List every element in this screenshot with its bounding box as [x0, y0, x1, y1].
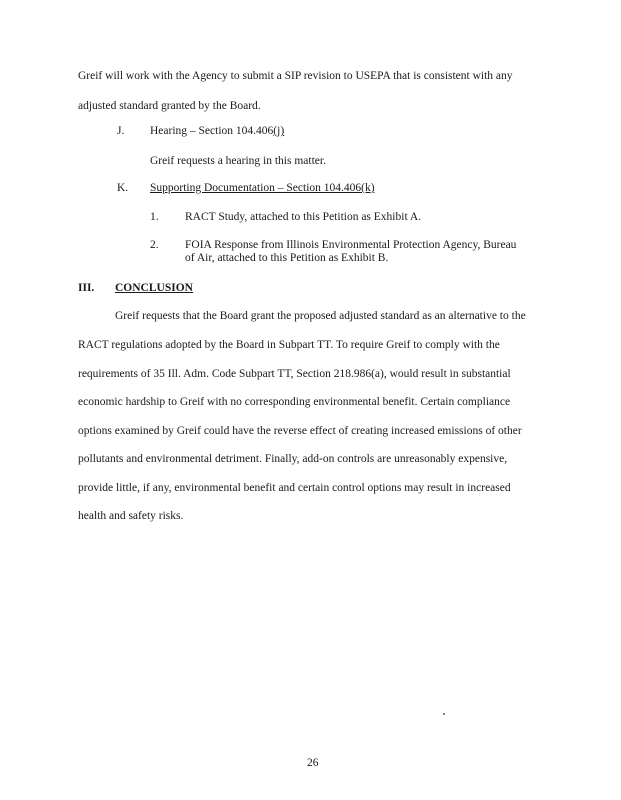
- conclusion-line: pollutants and environmental detriment. Finally, add-on controls are unreasonably expensive,: [78, 453, 508, 465]
- list-item-text: FOIA Response from Illinois Environmental Protection Agency, Bureau: [185, 239, 517, 251]
- section-j-heading-prefix: Hearing – Section 104.406: [150, 125, 274, 137]
- paragraph-line: adjusted standard granted by the Board.: [78, 100, 261, 112]
- section-k-heading: Supporting Documentation – Section 104.406(k): [150, 182, 375, 194]
- section-j-heading: [150, 124, 284, 138]
- section-j-heading-suffix: (j): [273, 125, 285, 137]
- page-number: 26: [307, 757, 319, 769]
- list-item-text: of Air, attached to this Petition as Exhibit B.: [185, 252, 389, 264]
- conclusion-line: economic hardship to Greif with no corresponding environmental benefit. Certain compliance: [78, 396, 511, 408]
- conclusion-line: RACT regulations adopted by the Board in Subpart TT. To require Greif to comply with the: [78, 339, 500, 351]
- section-j-text: Greif requests a hearing in this matter.: [150, 155, 326, 167]
- conclusion-line: Greif requests that the Board grant the proposed adjusted standard as an alternative to the: [115, 310, 526, 322]
- conclusion-label: III.: [78, 282, 95, 294]
- paragraph-line: Greif will work with the Agency to submit a SIP revision to USEPA that is consistent with any: [78, 70, 513, 82]
- conclusion-line: health and safety risks.: [78, 510, 184, 522]
- conclusion-heading: CONCLUSION: [115, 282, 193, 294]
- list-item-text: RACT Study, attached to this Petition as Exhibit A.: [185, 211, 422, 223]
- section-j-label: J.: [117, 125, 125, 137]
- conclusion-line: options examined by Greif could have the reverse effect of creating increased emissions of other: [78, 425, 522, 437]
- list-item-number: 1.: [150, 211, 159, 223]
- list-item-number: 2.: [150, 239, 159, 251]
- conclusion-line: provide little, if any, environmental benefit and certain control options may result in increased: [78, 482, 511, 494]
- stray-mark: [443, 713, 445, 715]
- conclusion-line: requirements of 35 Ill. Adm. Code Subpart TT, Section 218.986(a), would result in substantial: [78, 368, 511, 380]
- section-k-label: K.: [117, 182, 129, 194]
